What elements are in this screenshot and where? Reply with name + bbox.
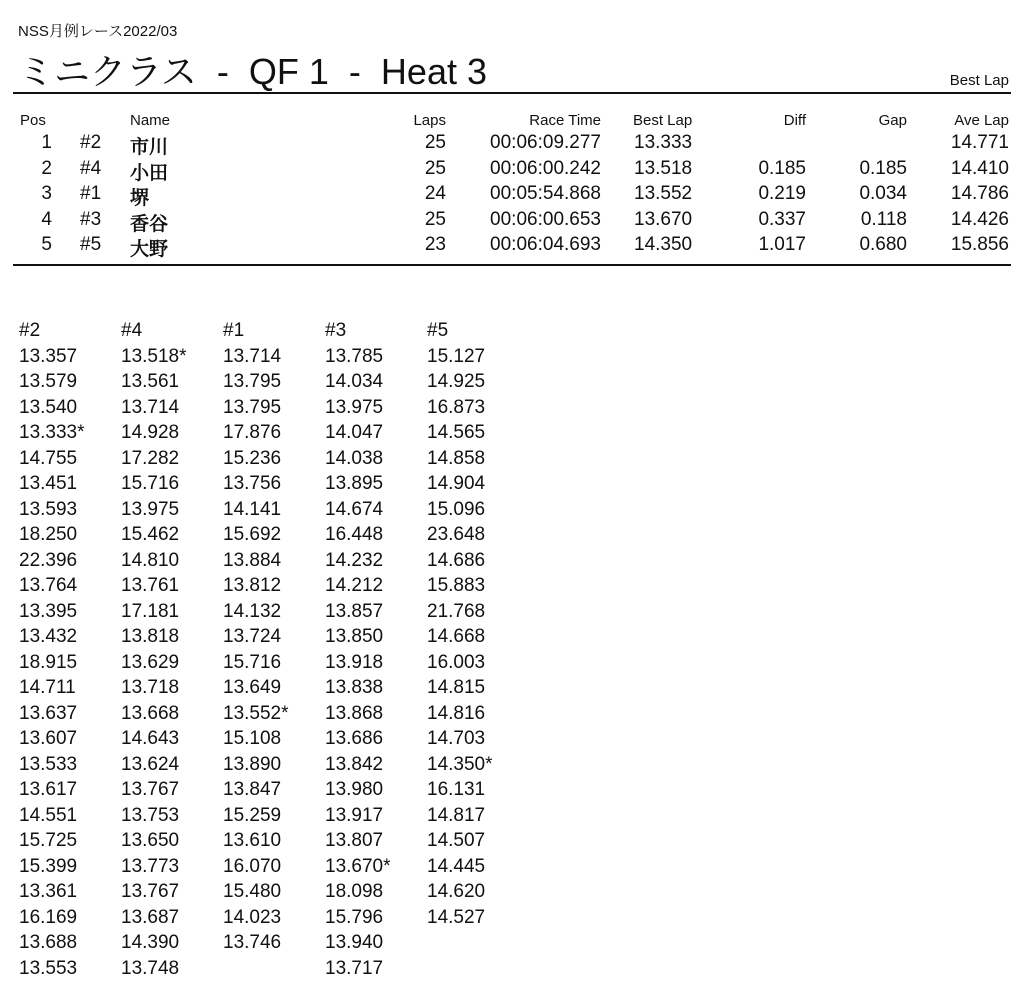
lap-time: 14.445 xyxy=(427,855,486,877)
lap-time: 14.034 xyxy=(325,371,384,392)
lap-time: 14.817 xyxy=(427,804,486,826)
col-header-pos: Pos xyxy=(20,112,46,129)
cell-race-time: 00:06:09.277 xyxy=(490,132,601,153)
cell-best-lap: 13.552 xyxy=(634,183,693,204)
lap-time: 13.818 xyxy=(121,626,180,647)
lap-time: 13.687 xyxy=(121,906,180,928)
bottom-divider xyxy=(13,264,1011,266)
lap-time: 13.540 xyxy=(19,396,78,418)
lap-time: 18.250 xyxy=(19,524,78,545)
lap-column xyxy=(223,318,325,981)
lap-time: 15.462 xyxy=(121,524,180,545)
lap-time: 14.668 xyxy=(427,626,486,647)
cell-diff: 0.337 xyxy=(758,208,806,230)
lap-time: 15.236 xyxy=(223,447,282,469)
cell-best-lap: 14.350 xyxy=(634,234,693,255)
lap-time: 14.928 xyxy=(121,422,180,443)
cell-gap: 0.185 xyxy=(859,157,907,179)
lap-time: 13.868 xyxy=(325,702,384,724)
lap-time: 13.761 xyxy=(121,575,180,596)
lap-time: 15.796 xyxy=(325,906,384,928)
lap-time: 13.333* xyxy=(19,422,85,443)
cell-race-time: 00:06:00.242 xyxy=(490,157,601,179)
lap-time: 15.716 xyxy=(223,651,282,673)
lap-time: 13.714 xyxy=(121,396,180,418)
lap-time: 13.850 xyxy=(325,626,384,647)
cell-driver-name: 市川 xyxy=(130,137,169,158)
lap-column-header: #2 xyxy=(19,320,41,341)
cell-laps: 25 xyxy=(424,132,446,153)
lap-time: 14.816 xyxy=(427,702,486,724)
lap-time: 13.847 xyxy=(223,779,282,800)
cell-race-time: 00:06:04.693 xyxy=(490,234,601,255)
lap-time: 14.038 xyxy=(325,447,384,469)
lap-time: 14.132 xyxy=(223,600,282,622)
lap-time: 14.390 xyxy=(121,932,180,953)
lap-time: 13.553 xyxy=(19,957,78,979)
lap-time: 13.432 xyxy=(19,626,78,647)
lap-time: 13.561 xyxy=(121,371,180,392)
lap-time: 14.141 xyxy=(223,498,282,520)
lap-time: 14.527 xyxy=(427,906,486,928)
lap-time: 13.717 xyxy=(325,957,384,979)
lap-time: 13.764 xyxy=(19,575,78,596)
cell-ave-lap: 14.771 xyxy=(950,132,1009,153)
lap-time: 17.876 xyxy=(223,422,282,443)
lap-time: 14.620 xyxy=(427,881,486,902)
lap-time: 16.070 xyxy=(223,855,282,877)
lap-time: 13.649 xyxy=(223,677,282,698)
table-row xyxy=(0,132,1024,158)
table-row xyxy=(0,158,1024,184)
cell-best-lap: 13.333 xyxy=(634,132,693,153)
report-title: ミニクラス - QF 1 - Heat 3 xyxy=(18,51,487,92)
lap-time: 13.940 xyxy=(325,932,384,953)
lap-column xyxy=(427,318,529,981)
cell-car-number: #4 xyxy=(80,157,102,179)
table-row xyxy=(0,183,1024,209)
lap-column-header: #3 xyxy=(325,320,347,341)
best-lap-note: Best Lap xyxy=(949,72,1009,89)
lap-column-header: #5 xyxy=(427,320,449,341)
cell-pos: 2 xyxy=(41,157,52,179)
lap-time: 15.108 xyxy=(223,728,282,749)
results-header-row xyxy=(0,112,1024,132)
cell-ave-lap: 15.856 xyxy=(950,234,1009,255)
lap-time: 15.127 xyxy=(427,345,486,367)
lap-time: 13.756 xyxy=(223,473,282,494)
cell-race-time: 00:06:00.653 xyxy=(490,208,601,230)
cell-best-lap: 13.518 xyxy=(634,157,693,179)
lap-time: 15.480 xyxy=(223,881,282,902)
lap-time: 16.003 xyxy=(427,651,486,673)
report-subtitle: NSS月例レース2022/03 xyxy=(18,23,178,40)
lap-time: 13.617 xyxy=(19,779,78,800)
lap-time: 14.858 xyxy=(427,447,486,469)
lap-time: 15.096 xyxy=(427,498,486,520)
lap-time: 14.755 xyxy=(19,447,78,469)
table-row xyxy=(0,209,1024,235)
lap-time: 13.753 xyxy=(121,804,180,826)
lap-time: 13.518* xyxy=(121,345,187,367)
col-header-best-lap: Best Lap xyxy=(633,112,693,129)
lap-time: 14.232 xyxy=(325,549,384,571)
lap-time: 13.724 xyxy=(223,626,282,647)
cell-car-number: #1 xyxy=(80,183,102,204)
lap-time: 13.579 xyxy=(19,371,78,392)
lap-time: 15.883 xyxy=(427,575,486,596)
lap-time: 15.716 xyxy=(121,473,180,494)
lap-time: 22.396 xyxy=(19,549,78,571)
lap-column-header: #4 xyxy=(121,320,143,341)
cell-driver-name: 大野 xyxy=(130,239,169,260)
lap-time: 16.169 xyxy=(19,906,78,928)
lap-time: 14.904 xyxy=(427,473,486,494)
lap-time: 15.259 xyxy=(223,804,282,826)
cell-ave-lap: 14.786 xyxy=(950,183,1009,204)
cell-driver-name: 香谷 xyxy=(130,213,169,235)
lap-time: 13.624 xyxy=(121,753,180,775)
cell-diff: 0.219 xyxy=(758,183,806,204)
lap-time: 13.838 xyxy=(325,677,384,698)
cell-car-number: #2 xyxy=(80,132,102,153)
cell-laps: 25 xyxy=(424,208,446,230)
lap-time: 13.895 xyxy=(325,473,384,494)
col-header-race-time: Race Time xyxy=(529,112,601,129)
cell-diff: 0.185 xyxy=(758,157,806,179)
lap-time: 13.670* xyxy=(325,855,391,877)
lap-column-header: #1 xyxy=(223,320,245,341)
lap-time: 14.023 xyxy=(223,906,282,928)
lap-time: 14.925 xyxy=(427,371,486,392)
results-table xyxy=(0,112,1024,260)
lap-time: 14.643 xyxy=(121,728,180,749)
col-header-name: Name xyxy=(130,112,171,129)
col-header-ave-lap: Ave Lap xyxy=(954,112,1009,129)
lap-time: 14.551 xyxy=(19,804,78,826)
lap-time: 13.748 xyxy=(121,957,180,979)
cell-pos: 1 xyxy=(41,132,52,153)
cell-laps: 25 xyxy=(424,157,446,179)
cell-race-time: 00:05:54.868 xyxy=(490,183,601,204)
results-body xyxy=(0,132,1024,260)
cell-ave-lap: 14.410 xyxy=(950,157,1009,179)
lap-time: 13.668 xyxy=(121,702,180,724)
lap-time: 14.711 xyxy=(19,677,76,698)
cell-gap: 0.034 xyxy=(859,183,907,204)
lap-time: 13.890 xyxy=(223,753,282,775)
lap-time: 13.795 xyxy=(223,371,282,392)
lap-time: 14.703 xyxy=(427,728,486,749)
lap-times-grid xyxy=(19,318,529,981)
lap-time: 13.688 xyxy=(19,932,78,953)
lap-time: 13.795 xyxy=(223,396,282,418)
lap-time: 14.507 xyxy=(427,830,486,851)
lap-time: 13.533 xyxy=(19,753,78,775)
lap-column xyxy=(121,318,223,981)
lap-time: 13.607 xyxy=(19,728,78,749)
lap-time: 13.785 xyxy=(325,345,384,367)
lap-time: 14.674 xyxy=(325,498,384,520)
lap-time: 15.399 xyxy=(19,855,78,877)
table-row xyxy=(0,234,1024,260)
cell-diff: 1.017 xyxy=(758,234,806,255)
lap-time: 13.593 xyxy=(19,498,78,520)
lap-time: 13.637 xyxy=(19,702,78,724)
top-divider xyxy=(13,92,1011,94)
lap-time: 15.692 xyxy=(223,524,282,545)
lap-time: 13.746 xyxy=(223,932,282,953)
lap-time: 13.980 xyxy=(325,779,384,800)
lap-time: 13.884 xyxy=(223,549,282,571)
lap-time: 14.047 xyxy=(325,422,384,443)
lap-time: 13.714 xyxy=(223,345,282,367)
lap-time: 18.915 xyxy=(19,651,78,673)
col-header-diff: Diff xyxy=(783,112,806,129)
lap-time: 13.767 xyxy=(121,881,180,902)
lap-time: 16.873 xyxy=(427,396,486,418)
lap-time: 15.725 xyxy=(19,830,78,851)
lap-time: 14.686 xyxy=(427,549,486,571)
lap-time: 13.361 xyxy=(19,881,78,902)
lap-time: 17.181 xyxy=(121,600,180,622)
lap-time: 13.629 xyxy=(121,651,180,673)
cell-ave-lap: 14.426 xyxy=(950,208,1009,230)
cell-pos: 4 xyxy=(41,208,52,230)
cell-pos: 5 xyxy=(41,234,52,255)
lap-time: 23.648 xyxy=(427,524,486,545)
lap-time: 13.610 xyxy=(223,830,282,851)
cell-driver-name: 小田 xyxy=(130,162,169,184)
lap-time: 14.350* xyxy=(427,753,493,775)
lap-time: 13.917 xyxy=(325,804,384,826)
lap-time: 13.718 xyxy=(121,677,180,698)
lap-time: 13.812 xyxy=(223,575,282,596)
lap-time: 14.815 xyxy=(427,677,486,698)
lap-time: 21.768 xyxy=(427,600,486,622)
lap-time: 13.918 xyxy=(325,651,384,673)
lap-time: 13.807 xyxy=(325,830,384,851)
lap-time: 13.767 xyxy=(121,779,180,800)
lap-time: 17.282 xyxy=(121,447,180,469)
lap-column xyxy=(325,318,427,981)
cell-pos: 3 xyxy=(41,183,52,204)
cell-car-number: #5 xyxy=(80,234,102,255)
lap-time: 16.448 xyxy=(325,524,384,545)
lap-column xyxy=(19,318,121,981)
lap-time: 13.686 xyxy=(325,728,384,749)
cell-laps: 24 xyxy=(424,183,446,204)
lap-time: 13.650 xyxy=(121,830,180,851)
cell-driver-name: 堺 xyxy=(130,188,150,209)
lap-time: 14.565 xyxy=(427,422,486,443)
lap-time: 13.552* xyxy=(223,702,289,724)
lap-time: 16.131 xyxy=(427,779,486,800)
col-header-gap: Gap xyxy=(878,112,907,129)
lap-time: 13.773 xyxy=(121,855,180,877)
lap-time: 13.357 xyxy=(19,345,78,367)
col-header-laps: Laps xyxy=(413,112,446,129)
lap-time: 13.975 xyxy=(121,498,180,520)
cell-gap: 0.680 xyxy=(859,234,907,255)
cell-best-lap: 13.670 xyxy=(634,208,693,230)
lap-time: 13.395 xyxy=(19,600,78,622)
cell-gap: 0.118 xyxy=(860,208,907,230)
lap-time: 18.098 xyxy=(325,881,384,902)
lap-time: 13.842 xyxy=(325,753,384,775)
cell-car-number: #3 xyxy=(80,208,102,230)
lap-time: 14.212 xyxy=(325,575,384,596)
lap-time: 14.810 xyxy=(121,549,180,571)
lap-time: 13.451 xyxy=(19,473,78,494)
lap-time: 13.975 xyxy=(325,396,384,418)
lap-time: 13.857 xyxy=(325,600,384,622)
cell-laps: 23 xyxy=(424,234,446,255)
